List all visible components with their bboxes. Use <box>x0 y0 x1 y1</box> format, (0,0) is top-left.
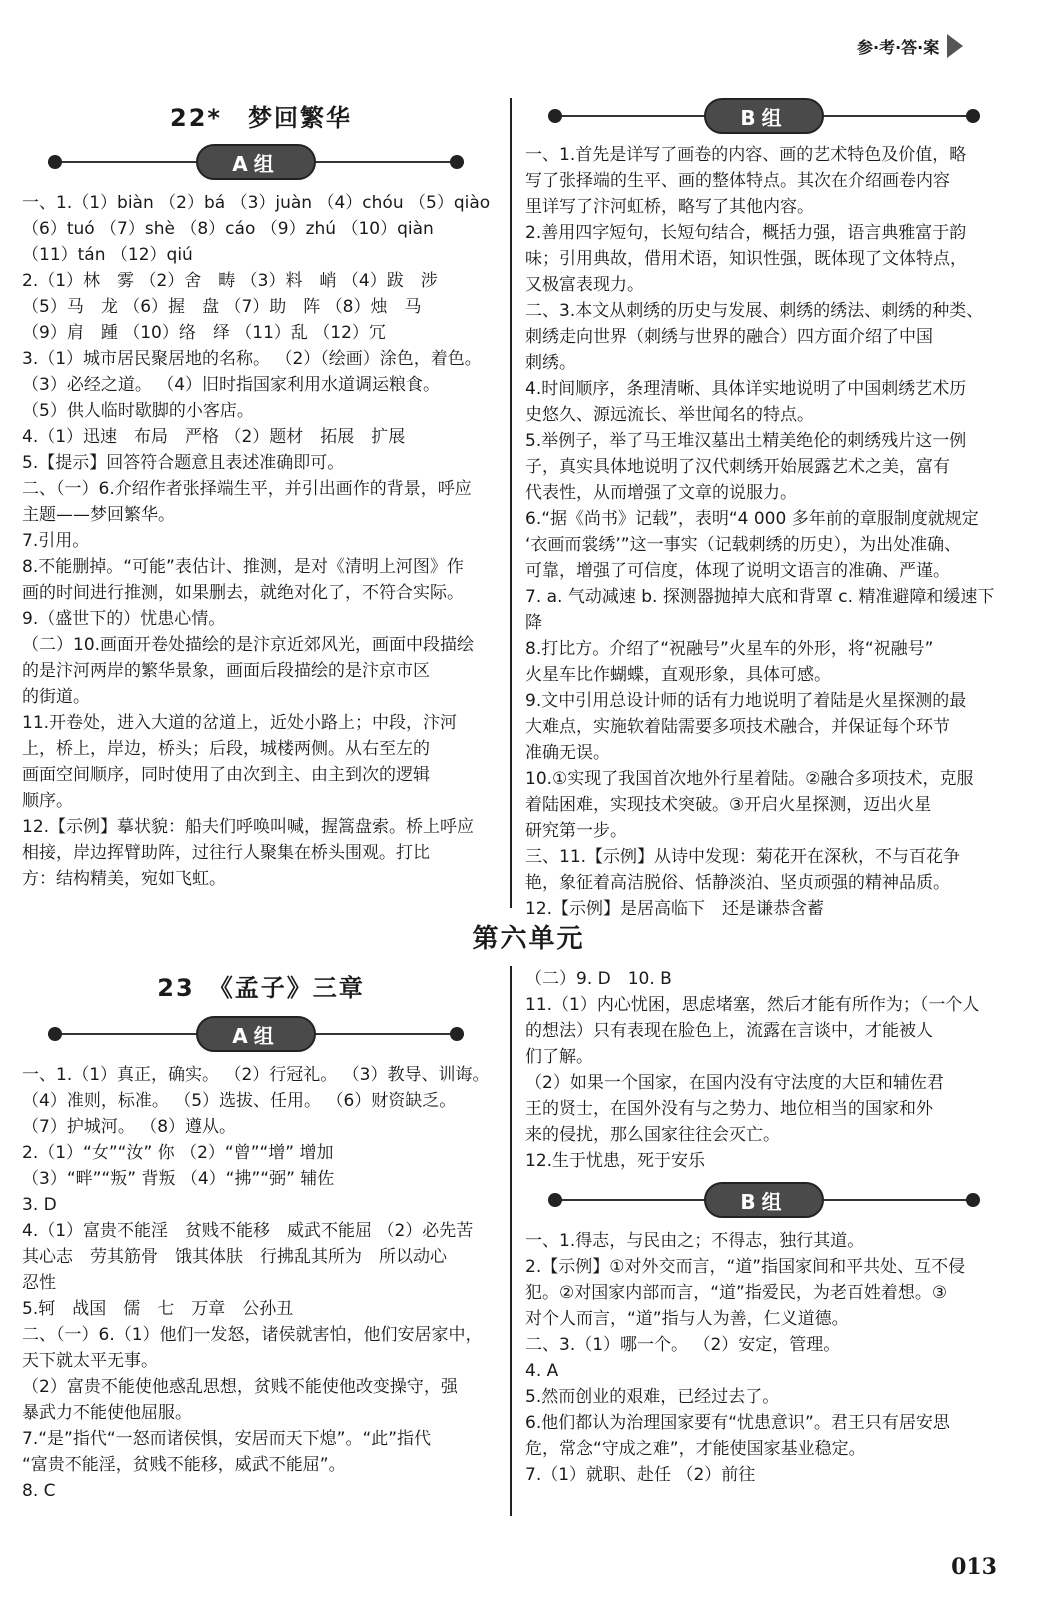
answer-line: 相接，岸边挥臂助阵，过往行人聚集在桥头围观。打比 <box>22 843 430 863</box>
answer-line: 2.（1）林 雾 （2）舍 畴 （3）料 峭 （4）跋 涉 <box>22 271 438 291</box>
answer-line: 5.【提示】回答符合题意且表述准确即可。 <box>22 453 345 473</box>
answer-line: 4.（1）富贵不能淫 贫贱不能移 威武不能屈 （2）必先苦 <box>22 1221 474 1241</box>
answer-line: 主题——梦回繁华。 <box>22 505 175 525</box>
answer-line: （二）9. D 10. B <box>525 969 672 989</box>
answer-line: 5.轲 战国 儒 七 万章 公孙丑 <box>22 1299 294 1319</box>
section-23-a-answers <box>22 1062 500 1504</box>
section-22-a-answers <box>22 190 500 892</box>
answer-line: 4.（1）迅速 布局 严格 （2）题材 拓展 扩展 <box>22 427 406 447</box>
answer-line: 对个人而言，“道”指与人为善，仁义道德。 <box>525 1309 849 1329</box>
answer-line: 可靠，增强了可信度，体现了说明文语言的准确、严谨。 <box>525 561 950 581</box>
unit-title: 第六单元 <box>472 924 585 954</box>
section-23-b-group-bar <box>548 1180 980 1220</box>
section-23-b-answers <box>525 1228 1025 1488</box>
answer-line: 写了张择端的生平、画的整体特点。其次在介绍画卷内容 <box>525 171 950 191</box>
answer-line: （3）“畔”“叛” 背叛 （4）“拂”“弼” 辅佐 <box>22 1169 335 1189</box>
answer-line: 刺绣。 <box>525 353 576 373</box>
answer-line: 2.【示例】①对外交而言，“道”指国家间和平共处、互不侵 <box>525 1257 966 1277</box>
answer-line: 8.不能删掉。“可能”表估计、推测，是对《清明上河图》作 <box>22 557 464 577</box>
answer-line: ‘衣画而裳绣’”这一事实（记载刺绣的历史），为出处准确、 <box>525 535 962 555</box>
answer-line: 一、1.（1）biàn （2）bá （3）juàn （4）chóu （5）qiào <box>22 193 491 213</box>
answer-line: 一、1.得志，与民由之；不得志，独行其道。 <box>525 1231 865 1251</box>
answer-line: 11.（1）内心忧困，思虑堵塞，然后才能有所作为；（一个人 <box>525 995 980 1015</box>
answer-line: 天下就太平无事。 <box>22 1351 158 1371</box>
answer-line: 来的侵扰，那么国家往往会灭亡。 <box>525 1125 780 1145</box>
group-badge: A组 <box>196 1016 316 1052</box>
answer-line: 味；引用典故，借用术语，知识性强，既体现了文体特点， <box>525 249 967 269</box>
answer-line: 研究第一步。 <box>525 821 627 841</box>
answer-line: （9）肩 踵 （10）络 绎 （11）乱 （12）冗 <box>22 323 386 343</box>
answer-line: 顺序。 <box>22 791 73 811</box>
group-badge: A组 <box>196 144 316 180</box>
section-23-a-answers-continued <box>525 966 1025 1174</box>
answer-line: 准确无误。 <box>525 743 610 763</box>
answer-line: 4.时间顺序，条理清晰、具体详实地说明了中国刺绣艺术历 <box>525 379 967 399</box>
answer-line: 里详写了汴河虹桥，略写了其他内容。 <box>525 197 814 217</box>
answer-line: 7.“是”指代“一怒而诸侯惧，安居而天下熄”。“此”指代 <box>22 1429 432 1449</box>
answer-line: （6）tuó （7）shè （8）cáo （9）zhú （10）qiàn <box>22 219 434 239</box>
answer-line: （5）供人临时歇脚的小客店。 <box>22 401 254 421</box>
answer-line: 9.文中引用总设计师的话有力地说明了着陆是火星探测的最 <box>525 691 967 711</box>
section-22-a-group-bar <box>48 142 464 182</box>
answer-line: 2.（1）“女”“汝” 你 （2）“曾”“增” 增加 <box>22 1143 334 1163</box>
header-label: 参·考·答·案 <box>857 37 940 57</box>
answer-line: 的想法）只有表现在脸色上，流露在言谈中，才能被人 <box>525 1021 933 1041</box>
answer-line: 刺绣走向世界（刺绣与世界的融合）四方面介绍了中国 <box>525 327 933 347</box>
page-number: 013 <box>951 1554 997 1580</box>
header-tag <box>847 32 997 60</box>
answer-line: 二、3.（1）哪一个。 （2）安定，管理。 <box>525 1335 841 1355</box>
group-badge: B组 <box>704 98 824 134</box>
answer-line: （7）护城河。 （8）遵从。 <box>22 1117 237 1137</box>
answer-line: 的街道。 <box>22 687 90 707</box>
section-22-b-answers <box>525 142 1025 922</box>
bar-dot-icon <box>450 155 464 169</box>
answer-line: 其心志 劳其筋骨 饿其体肤 行拂乱其所为 所以动心 <box>22 1247 447 1267</box>
answer-line: 火星车比作蝴蝶，直观形象，具体可感。 <box>525 665 831 685</box>
answer-line: 画面空间顺序，同时使用了由次到主、由主到次的逻辑 <box>22 765 430 785</box>
answer-line: 一、1.首先是详写了画卷的内容、画的艺术特色及价值，略 <box>525 145 967 165</box>
section-23-a-group-bar <box>48 1014 464 1054</box>
bar-dot-icon <box>450 1027 464 1041</box>
answer-line: （5）马 龙 （6）握 盘 （7）助 阵 （8）烛 马 <box>22 297 422 317</box>
answer-line: 12.【示例】摹状貌：船夫们呼唤叫喊，握篙盘索。桥上呼应 <box>22 817 475 837</box>
bar-dot-icon <box>966 1193 980 1207</box>
answer-line: 12.生于忧患，死于安乐 <box>525 1151 706 1171</box>
answer-line: （二）10.画面开卷处描绘的是汴京近郊风光，画面中段描绘 <box>22 635 475 655</box>
answer-line: 二、（一）6.（1）他们一发怒，诸侯就害怕，他们安居家中， <box>22 1325 483 1345</box>
answer-line: 暴武力不能使他屈服。 <box>22 1403 192 1423</box>
answer-line: 8. C <box>22 1481 56 1501</box>
answer-line: 犯。②对国家内部而言，“道”指爱民，为老百姓着想。③ <box>525 1283 948 1303</box>
answer-line: 降 <box>525 613 542 633</box>
answer-line: （11）tán （12）qiú <box>22 245 193 265</box>
answer-line: 上，桥上，岸边，桥头；后段，城楼两侧。从右至左的 <box>22 739 430 759</box>
answer-line: 们了解。 <box>525 1047 593 1067</box>
answer-line: 7. a. 气动减速 b. 探测器抛掉大底和背罩 c. 精准避障和缓速下 <box>525 587 995 607</box>
section-22-title: 22* 梦回繁华 <box>170 104 352 132</box>
bar-dot-icon <box>48 155 62 169</box>
answer-line: 的是汴河两岸的繁华景象，画面后段描绘的是汴京市区 <box>22 661 430 681</box>
answer-line: 画的时间进行推测，如果删去，就绝对化了，不符合实际。 <box>22 583 464 603</box>
answer-line: 2.善用四字短句，长短句结合，概括力强，语言典雅富于韵 <box>525 223 967 243</box>
answer-line: 5.举例子，举了马王堆汉墓出土精美绝伦的刺绣残片这一例 <box>525 431 967 451</box>
answer-line: 7.引用。 <box>22 531 90 551</box>
answer-line: 一、1.（1）真正，确实。 （2）行冠礼。 （3）教导、训诲。 <box>22 1065 490 1085</box>
answer-line: 方：结构精美，宛如飞虹。 <box>22 869 226 889</box>
bar-dot-icon <box>548 109 562 123</box>
answer-line: 5.然而创业的艰难，已经过去了。 <box>525 1387 780 1407</box>
answer-line: 6.他们都认为治理国家要有“忧患意识”。君王只有居安思 <box>525 1413 950 1433</box>
answer-line: 3. D <box>22 1195 57 1215</box>
answer-line: 10.①实现了我国首次地外行星着陆。②融合多项技术，克服 <box>525 769 974 789</box>
answer-line: 二、3.本文从刺绣的历史与发展、刺绣的绣法、刺绣的种类、 <box>525 301 984 321</box>
arrow-right-icon <box>947 34 963 58</box>
answer-line: “富贵不能淫，贫贱不能移，威武不能屈”。 <box>22 1455 346 1475</box>
answer-line: 王的贤士，在国外没有与之势力、地位相当的国家和外 <box>525 1099 933 1119</box>
answer-line: 3.（1）城市居民聚居地的名称。 （2）（绘画）涂色，着色。 <box>22 349 482 369</box>
answer-line: 危，常念“守成之难”，才能使国家基业稳定。 <box>525 1439 866 1459</box>
answer-line: 9.（盛世下的）忧患心情。 <box>22 609 226 629</box>
section-23-title: 23 《孟子》三章 <box>157 974 365 1002</box>
column-divider-bottom <box>510 966 512 1516</box>
answer-line: 4. A <box>525 1361 559 1381</box>
answer-line: （2）如果一个国家，在国内没有守法度的大臣和辅佐君 <box>525 1073 944 1093</box>
answer-line: 7.（1）就职、赴任 （2）前往 <box>525 1465 756 1485</box>
answer-line: 子，真实具体地说明了汉代刺绣开始展露艺术之美，富有 <box>525 457 950 477</box>
answer-line: 代表性，从而增强了文章的说服力。 <box>525 483 797 503</box>
answer-line: 史悠久、源远流长、举世闻名的特点。 <box>525 405 814 425</box>
section-22-b-group-bar <box>548 96 980 136</box>
bar-dot-icon <box>48 1027 62 1041</box>
answer-line: 着陆困难，实现技术突破。③开启火星探测，迈出火星 <box>525 795 932 815</box>
answer-line: 艳，象征着高洁脱俗、恬静淡泊、坚贞顽强的精神品质。 <box>525 873 950 893</box>
answer-line: 6.“据《尚书》记载”，表明“4 000 多年前的章服制度就规定 <box>525 509 979 529</box>
bar-dot-icon <box>966 109 980 123</box>
answer-line: 二、（一）6.介绍作者张择端生平，并引出画作的背景，呼应 <box>22 479 472 499</box>
group-badge: B组 <box>704 1182 824 1218</box>
answer-line: 12.【示例】是居高临下 还是谦恭含蓄 <box>525 899 825 919</box>
answer-line: 11.开卷处，进入大道的岔道上，近处小路上；中段，汴河 <box>22 713 458 733</box>
answer-line: （4）准则，标准。 （5）选拔、任用。 （6）财资缺乏。 <box>22 1091 457 1111</box>
answer-line: （2）富贵不能使他惑乱思想，贫贱不能使他改变操守，强 <box>22 1377 458 1397</box>
answer-line: 又极富表现力。 <box>525 275 644 295</box>
answer-line: （3）必经之道。 （4）旧时指国家利用水道调运粮食。 <box>22 375 441 395</box>
answer-line: 忍性 <box>22 1273 56 1293</box>
answer-line: 三、11.【示例】从诗中发现：菊花开在深秋，不与百花争 <box>525 847 961 867</box>
column-divider-top <box>510 98 512 908</box>
bar-dot-icon <box>548 1193 562 1207</box>
answer-line: 8.打比方。介绍了“祝融号”火星车的外形，将“祝融号” <box>525 639 934 659</box>
answer-line: 大难点，实施软着陆需要多项技术融合，并保证每个环节 <box>525 717 950 737</box>
